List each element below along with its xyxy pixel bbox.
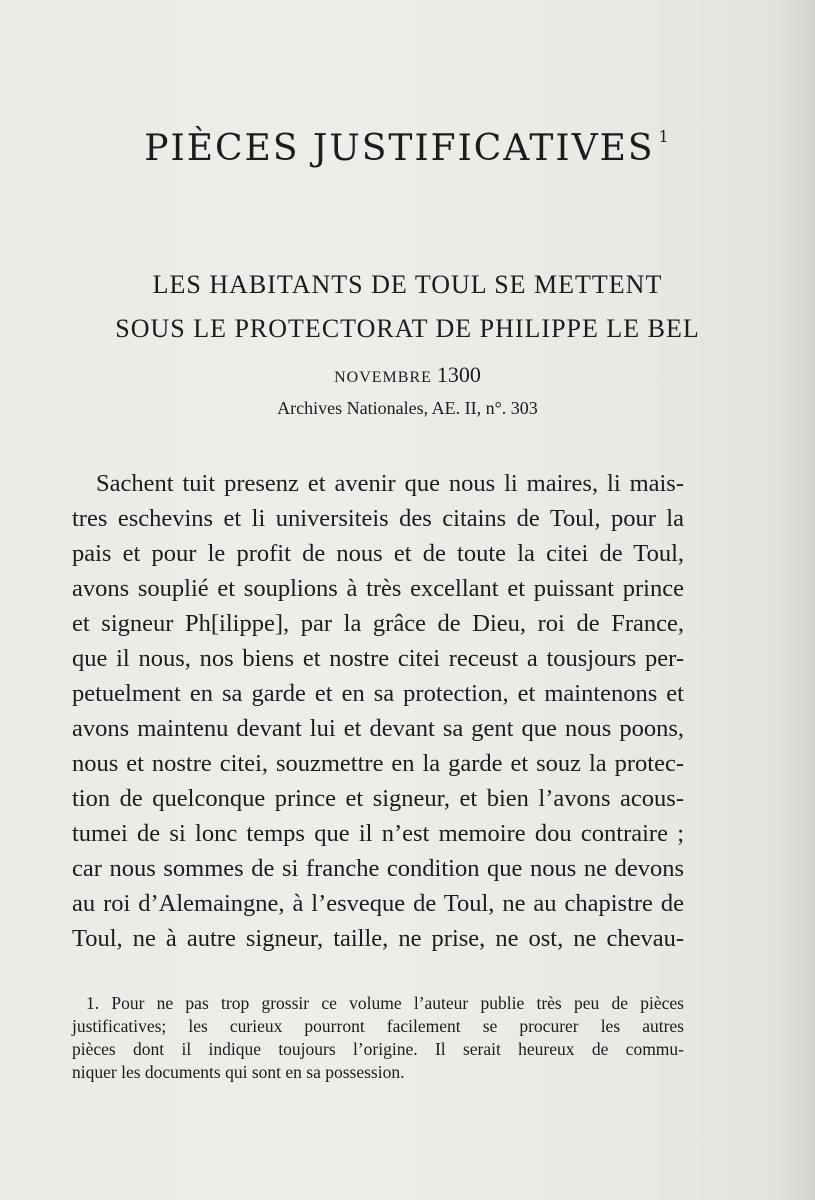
- body-line: et signeur Ph[ilippe], par la grâce de Dieu, roi de France,: [72, 610, 684, 637]
- body-line: petuelment en sa garde et en sa protection, et maintenons et: [72, 680, 684, 707]
- title-text: PIÈCES JUSTIFICATIVES: [144, 128, 655, 169]
- page-edge-shadow: [775, 0, 815, 1200]
- body-line: tumei de si lonc temps que il n’est memoire dou contraire ;: [72, 820, 684, 847]
- date-year: 1300: [436, 362, 481, 387]
- page-title: [0, 128, 815, 169]
- body-line: nous et nostre citei, souzmettre en la garde et souz la protec-: [72, 750, 684, 777]
- body-line: Sachent tuit presenz et avenir que nous li maires, li mais-: [96, 470, 684, 497]
- document-subtitle-line-2: SOUS LE PROTECTORAT DE PHILIPPE LE BEL: [115, 314, 700, 343]
- body-line: car nous sommes de si franche condition que nous ne devons: [72, 855, 684, 882]
- body-line: au roi d’Alemaingne, à l’esveque de Toul, ne au chapistre de: [72, 890, 684, 917]
- title-footnote-marker: 1: [658, 127, 671, 146]
- date-month: NOVEMBRE: [334, 369, 432, 386]
- body-line: avons maintenu devant lui et devant sa gent que nous poons,: [72, 715, 684, 742]
- document-subtitle-line-1: LES HABITANTS DE TOUL SE METTENT: [152, 270, 663, 299]
- footnote-line: pièces dont il indique toujours l’origine. Il serait heureux de commu-: [72, 1039, 684, 1059]
- document-date: [0, 362, 815, 388]
- footnote-line: 1. Pour ne pas trop grossir ce volume l’auteur publie très peu de pièces: [86, 993, 684, 1013]
- body-line: que il nous, nos biens et nostre citei receust a tousjours per-: [72, 645, 684, 672]
- body-line: Toul, ne à autre signeur, taille, ne prise, ne ost, ne chevau-: [72, 925, 684, 952]
- footnote-line: niquer les documents qui sont en sa possession.: [72, 1062, 405, 1082]
- body-line: avons souplié et souplions à très excellant et puissant prince: [72, 575, 684, 602]
- body-line: tres eschevins et li universiteis des citains de Toul, pour la: [72, 505, 684, 532]
- body-line: pais et pour le profit de nous et de toute la citei de Toul,: [72, 540, 684, 567]
- document-source: Archives Nationales, AE. II, n°. 303: [277, 398, 538, 418]
- footnote-line: justificatives; les curieux pourront facilement se procurer les autres: [72, 1016, 684, 1036]
- body-line: tion de quelconque prince et signeur, et bien l’avons acous-: [72, 785, 684, 812]
